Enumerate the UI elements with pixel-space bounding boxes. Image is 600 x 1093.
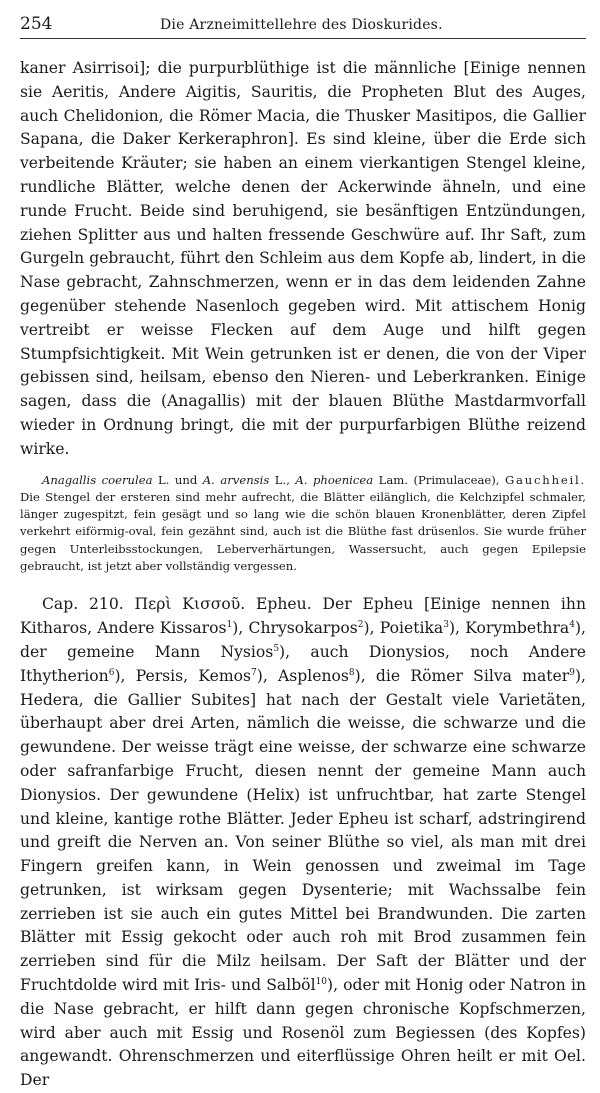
greek-heading: Περὶ Κισσοῦ. [134,595,246,614]
authority: Lam. (Primulaceae), [373,472,500,487]
commentary-note [20,472,586,576]
text-segment: ), Asplenos [256,666,349,685]
paragraph-cap-210 [20,593,586,1093]
note-text: Die Stengel der ersteren sind mehr aufrecht, die Blätter eilänglich, die Kelchzipfel schmaler, länger zugespitzt, fein gesägt und so lang wie die schön blauen Kronenblätter, deren Zipfel verkehrt eiförmig-oval, fein gezähnt sind, auch ist die Blüthe fast drüsenlos. Sie wurde früher gegen Unterleibsstockungen, Leberverhärtungen, Wassersucht, auch gegen Epilepsie gebraucht, ist jetzt aber vollständig vergessen. [20,489,586,574]
authority: L. und [152,472,203,487]
text-segment: Der Epheu [Einige nennen ihn Kitharos, Andere Kissaros [20,595,586,638]
footnote-ref: 3 [443,619,449,630]
text-segment: ), Korymbethra [448,619,570,638]
footnote-ref: 5 [273,643,280,654]
text-segment: ), Persis, Kemos [114,666,252,685]
text-segment: ), auch Dionysios, noch Andere Ithytherion [20,642,586,685]
paragraph-anagallis: kaner Asirrisoi]; die purpurblüthige ist die männliche [Einige nennen sie Aeritis, Andere Aigitis, Sauritis, die Propheten Blut des Auges, auch Chelidonion, die Römer Macia, die Thusker Masitipos, die Gallier Sapana, die Daker Kerkeraphron]. Es sind kleine, über die Erde sich verbeitende Kräuter; sie haben an einem vierkantigen Stengel kleine, rundliche Blätter, welche denen der Ackerwinde ähneln, und eine runde Frucht. Beide sind beruhigend, sie besänftigen Entzündungen, ziehen Splitter aus und halten fressende Geschwüre auf. Ihr Saft, zum Gurgeln gebraucht, führt den Schleim aus dem Kopfe ab, lindert, in die Nase gebracht, Zahnschmerzen, wenn er in das dem leidenden Zahne gegenüber stehende Nasenloch gegeben wird. Mit attischem Honig vertreibt er weisse Flecken auf dem Auge und hilft gegen Stumpfsichtigkeit. Mit Wein getrunken ist er denen, die von der Viper gebissen sind, heilsam, ebenso den Nieren- und Leberkranken. Einige sagen, dass die (Anagallis) mit der blauen Blüthe Mastdarmvorfall wieder in Ordnung bringt, die mit der purpurfarbigen Blüthe reizend wirke. [20,59,586,458]
footnote-ref: 2 [357,619,364,630]
authority: L., [269,472,296,487]
text-segment: ), Chrysokarpos [232,619,358,638]
book-page [20,14,586,1093]
text-segment: ), die Römer Silva mater [354,666,570,685]
species-name: A. arvensis [202,472,270,487]
footnote-ref: 1 [226,619,233,630]
running-title: Die Arzneimittellehre des Dioskurides. [160,17,443,33]
footnote-ref: 9 [569,667,575,678]
footnote-ref: 6 [108,667,115,678]
footnote-ref: 8 [348,667,355,678]
text-segment: ), der gemeine Mann Nysios [20,619,586,661]
footnote-ref: 4 [569,619,575,630]
text-segment: ), oder mit Honig oder Natron in die Nase gebracht, er hilft dann gegen chronische Kopfschmerzen, wird aber auch mit Essig und Rosenöl zum Begiessen (des Kopfes) angewandt. Ohrenschmerzen und eiterflüssige Ohren heilt er mit Oel. Der [20,976,586,1090]
footnote-ref: 10 [315,976,328,987]
species-name: A. phoenicea [295,472,374,487]
species-name: Anagallis coerulea [42,472,153,487]
chapter-number: Cap. 210. [42,595,124,614]
text-segment: ), Hedera, die Gallier Subites] hat nach der Gestalt viele Varietäten, überhaupt aber drei Arten, nämlich die weisse, die schwarze und die gewundene. Der weisse trägt eine weisse, der schwarze eine schwarze oder safranfarbige Frucht, diesen nennt der gemeine Mann auch Dionysios. Der gewundene (Helix) ist unfruchtbar, hat zarte Stengel und kleine, kantige rothe Blätter. Jeder Epheu ist scharf, adstringirend und greift die Nerven an. Von seiner Blüthe so viel, als man mit drei Fingern greifen kann, in Wein genossen und zweimal im Tage getrunken, ist wirksam gegen Dysenterie; mit Wachssalbe fein zerrieben ist sie auch ein gutes Mittel bei Brandwunden. Die zarten Blätter mit Essig gekocht oder auch roh mit Brod zusammen fein zerrieben sind für die Milz heilsam. Der Saft der Blätter und der Fruchtdolde wird mit Iris- und Salböl [20,666,586,995]
chapter-heading: Epheu. [256,595,312,614]
common-name: Gauchheil. [504,472,586,487]
text-segment: ), Poietika [363,619,444,638]
page-number: 254 [20,14,53,34]
page-header [20,14,586,39]
footnote-ref: 7 [251,667,257,678]
